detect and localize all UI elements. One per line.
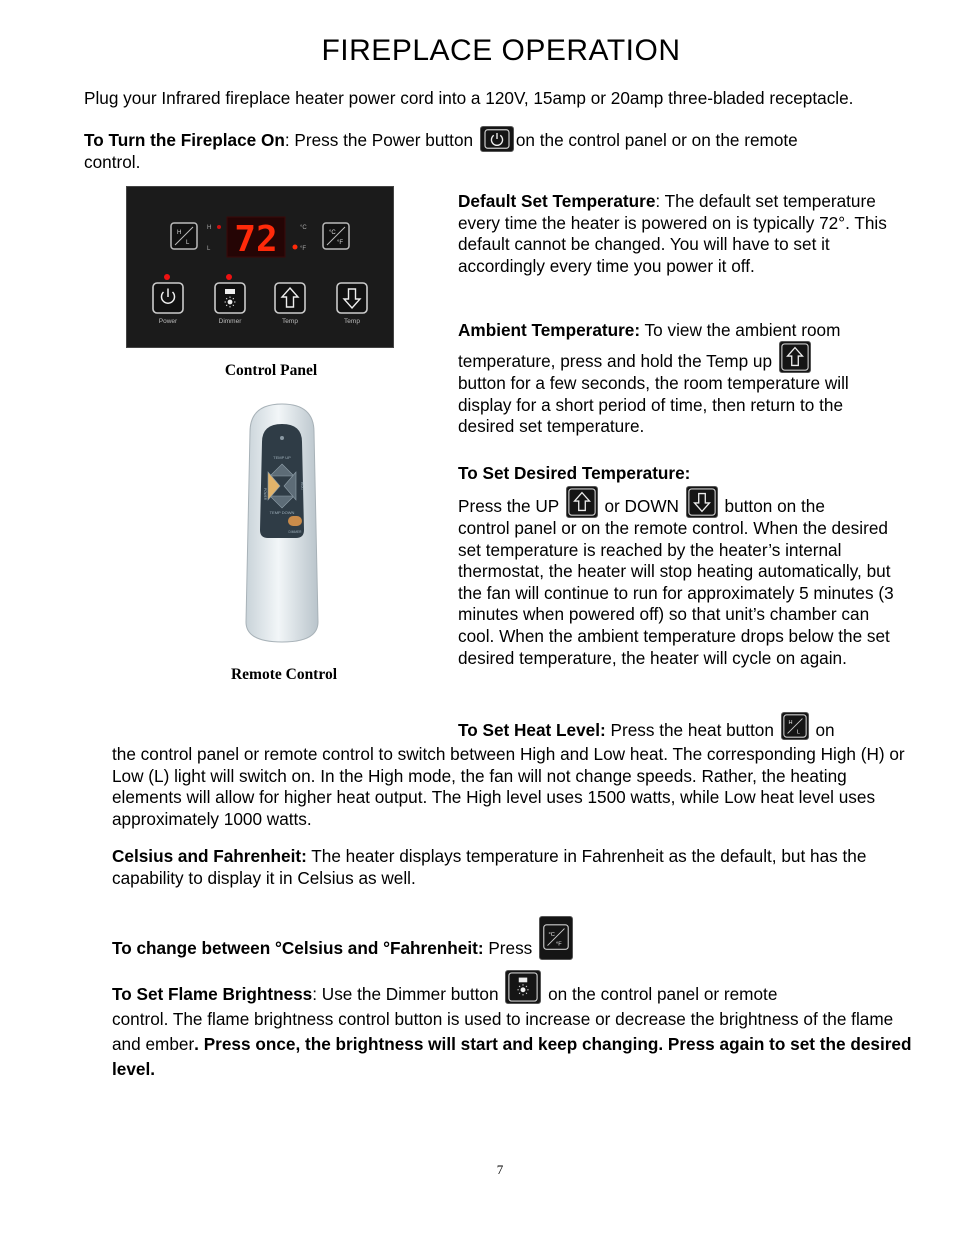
remote-label-temp-up: TEMP UP [273, 455, 291, 460]
set-temp-heading-line [458, 463, 894, 485]
ambient-text-c: button for a few seconds, the room temperature will display for a short period of time, then return to the desired set temperature. [458, 373, 849, 437]
change-units-heading: To change between °Celsius and °Fahrenheit: [112, 938, 484, 958]
heat-level-heading-line [458, 712, 898, 742]
heat-level-text-b: on [810, 720, 835, 740]
heat-level-paragraph: the control panel or remote control to switch between High and Low heat. The corresponding High (H) or Low (L) light will switch on. In the High mode, the fan will not change speeds. Rather, the heating elements will allow for higher heat output. The High level uses 1500 watts, while Low heat level uses approximately 1000 watts. [112, 744, 905, 829]
change-units-text: Press [483, 938, 538, 958]
f-indicator-label: °F [300, 246, 307, 252]
heat-level-text-a: Press the heat button [605, 720, 779, 740]
intro-paragraph: Plug your Infrared fireplace heater power cord into a 120V, 15amp or 20amp three-bladed receptacle. [84, 88, 854, 108]
panel-dimmer-button [215, 283, 245, 313]
panel-label-temp-up: Temp [282, 318, 298, 325]
svg-text:°C: °C [329, 230, 336, 236]
ambient-text-b: temperature, press and hold the Temp up [458, 351, 777, 371]
set-temp-text-b: or DOWN [599, 496, 684, 516]
c-indicator-label: °C [300, 225, 307, 231]
change-units-line [112, 916, 912, 960]
panel-label-temp-down: Temp [344, 318, 360, 325]
page-title: FIREPLACE OPERATION [321, 34, 681, 67]
svg-text:L: L [796, 729, 800, 736]
set-temp-paragraph [458, 486, 894, 669]
h-indicator-label: H [207, 225, 212, 231]
remote-label-temp-down: TEMP DOWN [269, 510, 295, 515]
flame-text-c: control. The flame brightness control button is used to increase or decrease the brightness of the flame and ember [112, 1009, 894, 1054]
default-temp-paragraph [458, 191, 894, 277]
temp-up-icon [779, 341, 811, 373]
remote-label-heat: HEAT [300, 482, 304, 491]
set-temp-text-a: Press the UP [458, 496, 564, 516]
celsius-heading: Celsius and Fahrenheit: [112, 846, 307, 866]
svg-text:H: H [788, 720, 793, 727]
turn-on-text-a: : Press the Power button [284, 130, 478, 150]
flame-paragraph [112, 970, 912, 1082]
control-panel-caption: Control Panel [224, 362, 318, 379]
turn-on-paragraph [84, 126, 944, 174]
svg-text:°F: °F [337, 240, 344, 246]
flame-text-b: on the control panel or remote [543, 984, 778, 1004]
turn-on-text-b: on the control panel or on the remote [515, 130, 798, 150]
remote-control-image [240, 402, 324, 646]
heat-level-heading: To Set Heat Level: [458, 720, 606, 740]
flame-text-bold: . Press once, the brightness will start and keep changing. Press again to set the desired level. [112, 1034, 912, 1079]
panel-temp-down-button [337, 283, 367, 313]
remote-label-dimmer: DIMMER [288, 530, 302, 534]
up-button-icon [566, 486, 598, 518]
heat-button-icon [781, 712, 809, 740]
panel-label-power: Power [158, 318, 178, 325]
turn-on-heading: To Turn the Fireplace On [84, 130, 285, 150]
remote-label-power: POWER [263, 488, 267, 501]
l-indicator-label: L [207, 246, 211, 252]
ambient-heading: Ambient Temperature: [458, 320, 641, 340]
ambient-paragraph [458, 341, 894, 438]
control-panel-image [126, 186, 394, 348]
celsius-text: The heater displays temperature in Fahrenheit as the default, but has the capability to display it in Celsius as well. [112, 846, 867, 888]
remote-control-caption: Remote Control [230, 666, 338, 683]
set-temp-text-c: button on the [719, 496, 825, 516]
set-temp-heading: To Set Desired Temperature: [458, 463, 691, 483]
svg-text:L: L [186, 240, 190, 246]
celsius-fahrenheit-button-icon [539, 916, 573, 960]
dimmer-button-icon [505, 970, 541, 1004]
set-temp-text-d: control panel or on the remote control. When the desired set temperature is reached by the heater’s internal thermostat, the heater will stop heating automatically, but the fan will continue to run for approximately 5 minutes (3 minutes when powered off) so that unit’s chamber can cool. When the ambient temperature drops below the set desired temperature, the heater will cycle on again. [458, 518, 894, 668]
page-number: 7 [496, 1162, 504, 1177]
celsius-paragraph [112, 846, 902, 889]
temperature-display: 72 [234, 219, 278, 260]
default-temp-heading: Default Set Temperature [458, 191, 656, 211]
svg-text:°C: °C [548, 932, 555, 939]
svg-text:°F: °F [556, 941, 562, 948]
turn-on-text-c: control. [84, 152, 141, 172]
default-temp-text: : The default set temperature every time the heater is powered on is typically 72°. This default cannot be changed. You will have to set it accordingly every time you power it off. [458, 191, 887, 276]
flame-text-a: : Use the Dimmer button [312, 984, 504, 1004]
svg-text:H: H [177, 230, 182, 236]
panel-temp-up-button [275, 283, 305, 313]
ambient-heading-line [458, 320, 894, 342]
panel-label-dimmer: Dimmer [218, 318, 242, 325]
panel-power-button [153, 283, 183, 313]
power-button-icon [480, 126, 514, 152]
flame-heading: To Set Flame Brightness [112, 984, 313, 1004]
ambient-text-a: To view the ambient room [640, 320, 841, 340]
down-button-icon [686, 486, 718, 518]
